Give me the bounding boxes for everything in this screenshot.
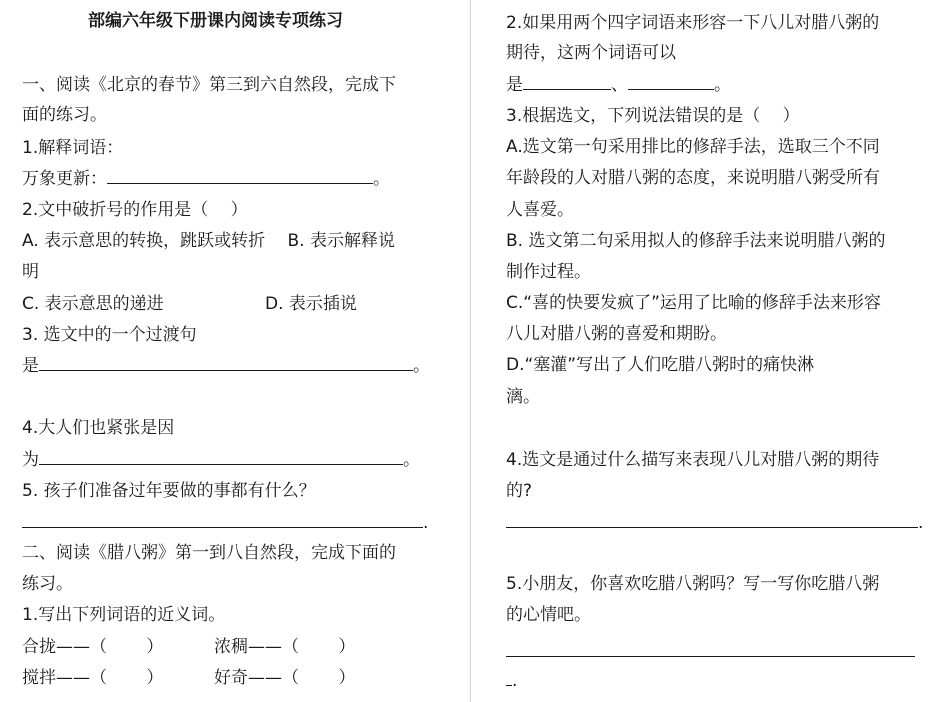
synonym-item: 浓稠——（ ） — [214, 637, 356, 657]
answer-blank[interactable] — [506, 513, 918, 528]
page-title: 部编六年级下册课内阅读专项练习 — [88, 11, 343, 31]
r-q5-question-cont: 的心情吧。 — [506, 605, 591, 625]
q3-question: 3. 选文中的一个过渡句 — [22, 325, 197, 345]
r-q2-question-cont: 期待，这两个词语可以 — [506, 43, 676, 63]
answer-blank[interactable] — [39, 356, 413, 371]
synonym-item: 合拢——（ ） — [22, 637, 164, 657]
q4-answer-row — [22, 449, 420, 471]
answer-blank[interactable] — [22, 513, 423, 528]
column-divider — [470, 0, 471, 702]
section-2-heading-cont: 练习。 — [22, 574, 73, 594]
period: 。 — [413, 356, 430, 376]
r-q3-option-a-cont: 年龄段的人对腊八粥的态度，来说明腊八粥受所有 — [506, 168, 880, 188]
q5-answer-row — [22, 512, 428, 534]
synonym-item: 好奇——（ ） — [214, 668, 356, 688]
section-1-heading-cont: 面的练习。 — [22, 105, 107, 125]
q4-wei: 为 — [22, 450, 39, 470]
r-q5-question: 5.小朋友，你喜欢吃腊八粥吗？写一写你吃腊八粥 — [506, 574, 880, 594]
r-q4-answer-row — [506, 512, 923, 534]
q2-options-ab-cont: 明 — [22, 262, 39, 282]
period: 。 — [714, 75, 731, 95]
r-q5-answer-row — [506, 670, 517, 692]
answer-blank[interactable] — [628, 75, 714, 90]
q2-options-ab: A. 表示意思的转换，跳跃或转折 B. 表示解释说 — [22, 231, 396, 251]
answer-blank[interactable] — [107, 169, 373, 184]
r-q3-question: 3.根据选文，下列说法错误的是（ ） — [506, 106, 800, 126]
q1-label: 1.解释词语： — [22, 138, 124, 158]
r-q5-answer-line — [506, 641, 915, 663]
q2-option-d: D. 表示插说 — [265, 294, 357, 314]
s2-q1-question: 1.写出下列词语的近义词。 — [22, 605, 226, 625]
r-q2-shi: 是 — [506, 75, 523, 95]
r-q4-question: 4.选文是通过什么描写来表现八儿对腊八粥的期待 — [506, 450, 880, 470]
r-q3-option-c: C.“喜的快要发疯了”运用了比喻的修辞手法来形容 — [506, 293, 881, 313]
answer-blank[interactable] — [39, 450, 403, 465]
r-q3-option-c-cont: 八儿对腊八粥的喜爱和期盼。 — [506, 324, 727, 344]
q3-answer-row — [22, 355, 430, 377]
period: 。 — [403, 450, 420, 470]
dot: . — [423, 513, 429, 533]
r-q3-option-d: D.“塞灌”写出了人们吃腊八粥时的痛快淋 — [506, 355, 815, 375]
r-q3-option-a: A.选文第一句采用排比的修辞手法，选取三个不同 — [506, 137, 880, 157]
section-2-heading: 二、阅读《腊八粥》第一到八自然段，完成下面的 — [22, 543, 396, 563]
section-1-heading: 一、阅读《北京的春节》第三到六自然段，完成下 — [22, 75, 396, 95]
r-q2-answer-row — [506, 74, 731, 96]
period: 。 — [373, 169, 390, 189]
answer-blank[interactable] — [523, 75, 611, 90]
q5-question: 5. 孩子们准备过年要做的事都有什么？ — [22, 481, 316, 501]
r-q4-question-cont: 的? — [506, 481, 533, 501]
q3-shi: 是 — [22, 356, 39, 376]
synonym-item: 搅拌——（ ） — [22, 668, 164, 688]
dot: . — [512, 671, 518, 691]
r-q3-option-d-cont: 漓。 — [506, 387, 540, 407]
r-q3-option-a-cont: 人喜爱。 — [506, 200, 574, 220]
separator: 、 — [611, 75, 628, 95]
q2-option-c: C. 表示意思的递进 — [22, 294, 164, 314]
r-q2-question: 2.如果用两个四字词语来形容一下八儿对腊八粥的 — [506, 13, 880, 33]
q2-question: 2.文中破折号的作用是（ ） — [22, 200, 248, 220]
q4-question: 4.大人们也紧张是因 — [22, 418, 175, 438]
q1-word: 万象更新： — [22, 169, 107, 189]
r-q3-option-b-cont: 制作过程。 — [506, 262, 591, 282]
dot: . — [918, 513, 924, 533]
q1-item — [22, 168, 390, 190]
r-q3-option-b: B. 选文第二句采用拟人的修辞手法来说明腊八粥的 — [506, 231, 886, 251]
answer-blank[interactable] — [506, 642, 915, 657]
